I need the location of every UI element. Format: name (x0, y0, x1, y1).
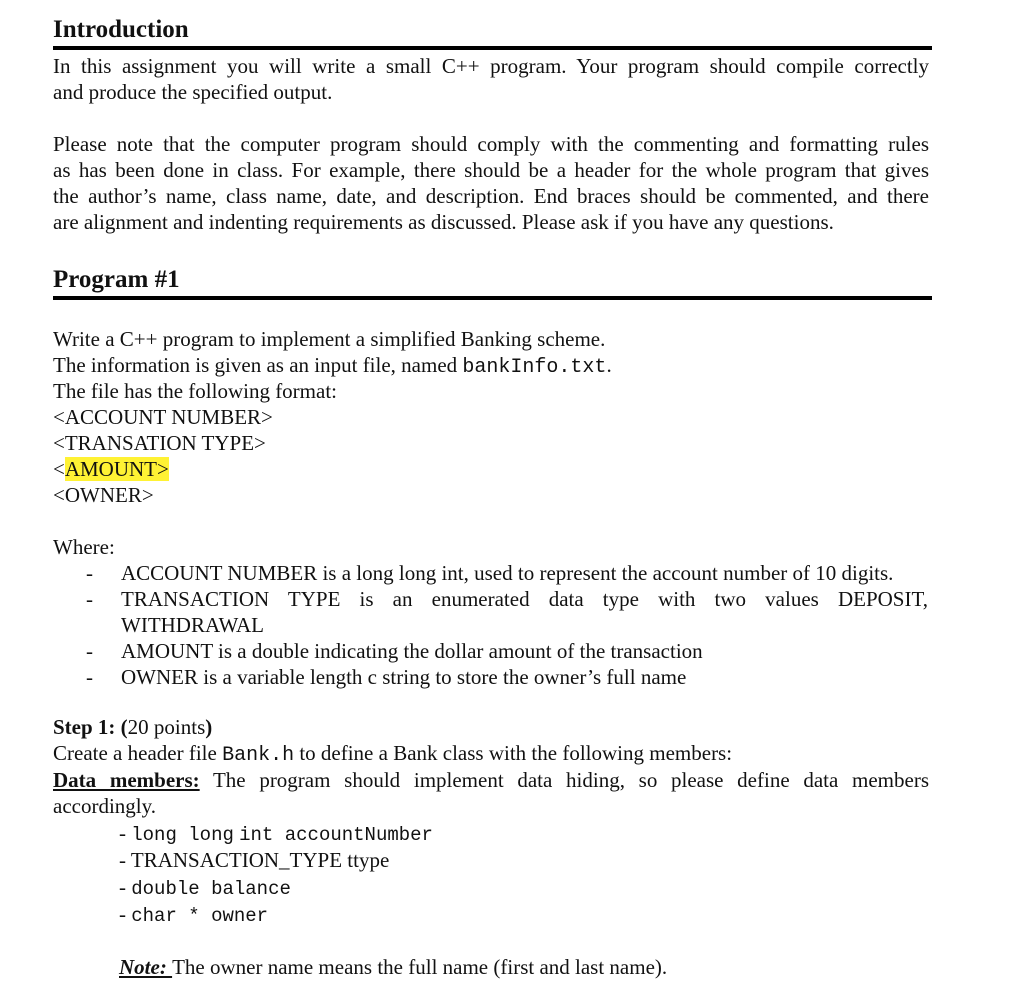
intro-para1-line2: and produce the specified output. (53, 80, 333, 104)
step1-label (53, 714, 212, 740)
intro-para1-line1: In this assignment you will write a small C++ program. Your program should compile correctly (53, 54, 929, 78)
step1-line1 (53, 740, 732, 769)
bullet-dash: - (86, 561, 93, 585)
where-label: Where: (53, 535, 115, 559)
member-account-code-a: long long (131, 824, 234, 846)
bullet-dash: - (86, 639, 93, 663)
step1-line1-suffix: to define a Bank class with the following members: (294, 741, 733, 765)
note-text: The owner name means the full name (first and last name). (172, 955, 668, 979)
bullet-transaction-type: TRANSACTION TYPE is an enumerated data type with two values DEPOSIT, (121, 587, 928, 611)
program1-line2-suffix: . (606, 353, 612, 377)
format-transaction-type: <TRANSATION TYPE> (53, 431, 266, 455)
step1-label-close: ) (205, 715, 213, 739)
member-account-number (119, 820, 433, 848)
intro-para2-line4: are alignment and indenting requirements as discussed. Please ask if you have any questions. (53, 210, 834, 234)
bullet-dash: - (86, 665, 93, 689)
bullet-owner: OWNER is a variable length c string to store the owner’s full name (121, 665, 687, 689)
data-members-label: Data members: (53, 768, 200, 792)
member-balance-code: double balance (131, 878, 291, 900)
format-amount (53, 456, 169, 482)
note-label: Note: (119, 955, 173, 979)
member-dash: - (119, 821, 132, 845)
introduction-heading: Introduction (53, 16, 189, 43)
program1-line3: The file has the following format: (53, 379, 338, 403)
program1-line2-prefix: The information is given as an input file, named (53, 353, 463, 377)
program1-line2 (53, 352, 612, 381)
program1-rule (53, 296, 932, 300)
bullet-dash: - (86, 587, 93, 611)
member-dash: - (119, 902, 132, 926)
header-filename: Bank.h (222, 744, 295, 767)
intro-para2-line2: as has been done in class. For example, there should be a header for the whole program that gives (53, 158, 929, 182)
step1-points: 20 points (127, 715, 206, 739)
format-amount-lt: < (53, 457, 65, 481)
data-members-cont: accordingly. (53, 794, 157, 818)
member-owner-code: char * owner (131, 905, 269, 927)
bullet-amount: AMOUNT is a double indicating the dollar amount of the transaction (121, 639, 703, 663)
member-account-code-b: int accountNumber (239, 824, 433, 846)
data-members-line (53, 767, 929, 793)
program1-heading: Program #1 (53, 266, 180, 293)
member-owner (119, 901, 268, 929)
member-balance (119, 874, 291, 902)
data-members-text: The program should implement data hiding, so please define data members (199, 768, 929, 792)
member-transaction-type: - TRANSACTION_TYPE ttype (119, 848, 390, 872)
member-dash: - (119, 875, 132, 899)
program1-line1: Write a C++ program to implement a simplified Banking scheme. (53, 327, 606, 351)
bullet-account-number: ACCOUNT NUMBER is a long long int, used to represent the account number of 10 digits. (121, 561, 894, 585)
format-owner: <OWNER> (53, 483, 154, 507)
input-filename: bankInfo.txt (462, 356, 607, 379)
bullet-transaction-type-cont: WITHDRAWAL (121, 613, 264, 637)
step1-label-bold: Step 1: ( (53, 715, 128, 739)
format-amount-highlight: AMOUNT> (64, 457, 169, 481)
introduction-rule (53, 46, 932, 50)
intro-para2-line3: the author’s name, class name, date, and description. End braces should be commented, and there (53, 184, 929, 208)
format-account-number: <ACCOUNT NUMBER> (53, 405, 273, 429)
step1-line1-prefix: Create a header file (53, 741, 223, 765)
owner-note (119, 954, 667, 980)
intro-para2-line1: Please note that the computer program should comply with the commenting and formatting rules (53, 132, 929, 156)
